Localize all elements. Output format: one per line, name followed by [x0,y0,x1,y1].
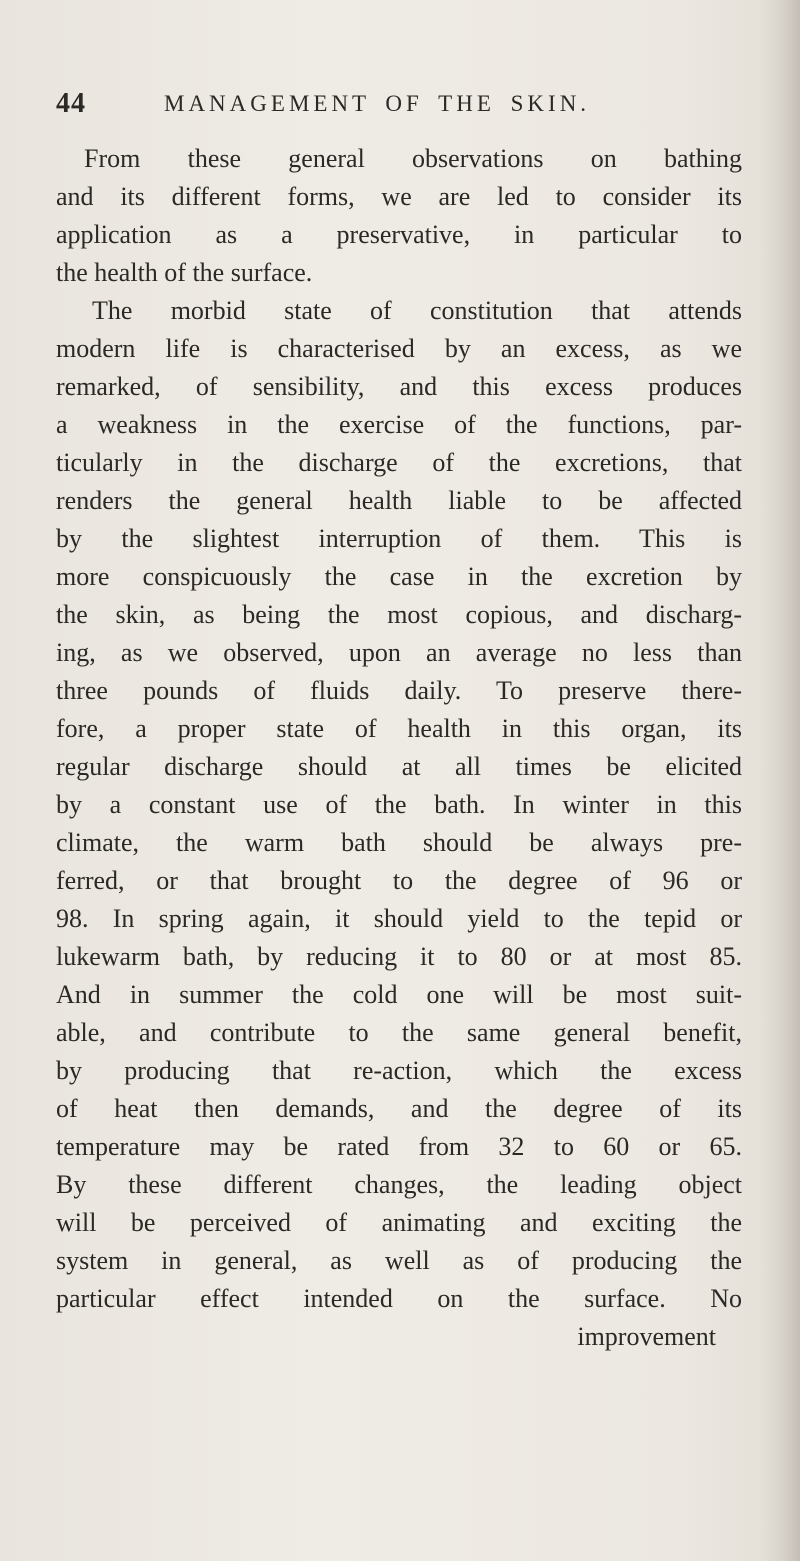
text-line: 98. In spring again, it should yield to the tepid or [56,904,742,933]
text-line: particular effect intended on the surface. No [56,1284,742,1313]
text-line: remarked, of sensibility, and this excess produces [56,372,742,401]
text-line: By these different changes, the leading object [56,1170,742,1199]
page-number: 44 [56,88,86,119]
text-line: three pounds of fluids daily. To preserve there- [56,676,742,705]
text-line: renders the general health liable to be affected [56,486,742,515]
text-line: ferred, or that brought to the degree of 96 or [56,866,742,895]
page-edge-shadow [760,0,800,1561]
text-line: the skin, as being the most copious, and discharg- [56,600,742,629]
page-header [56,88,756,128]
text-line: system in general, as well as of producing the [56,1246,742,1275]
catchword: improvement [577,1322,716,1351]
body-text [56,140,742,1356]
text-line: application as a preservative, in particular to [56,220,742,249]
text-line: by producing that re-action, which the excess [56,1056,742,1085]
text-line: more conspicuously the case in the excretion by [56,562,742,591]
text-line: will be perceived of animating and exciting the [56,1208,742,1237]
text-line: able, and contribute to the same general benefit, [56,1018,742,1047]
text-line: The morbid state of constitution that attends [92,296,742,325]
text-line: fore, a proper state of health in this organ, its [56,714,742,743]
text-line: modern life is characterised by an excess, as we [56,334,742,363]
text-line: ticularly in the discharge of the excretions, that [56,448,742,477]
text-line: regular discharge should at all times be elicited [56,752,742,781]
running-head: MANAGEMENT OF THE SKIN. [164,91,591,116]
text-line: and its different forms, we are led to consider its [56,182,742,211]
text-line: the health of the surface. [56,258,313,287]
text-line: by the slightest interruption of them. This is [56,524,742,553]
text-line: of heat then demands, and the degree of its [56,1094,742,1123]
text-line: From these general observations on bathing [84,144,742,173]
text-line: by a constant use of the bath. In winter in this [56,790,742,819]
text-line: a weakness in the exercise of the functions, par- [56,410,742,439]
text-line: ing, as we observed, upon an average no less than [56,638,742,667]
text-line: lukewarm bath, by reducing it to 80 or at most 85. [56,942,742,971]
text-line: climate, the warm bath should be always pre- [56,828,742,857]
text-line: temperature may be rated from 32 to 60 or 65. [56,1132,742,1161]
text-line: And in summer the cold one will be most suit- [56,980,742,1009]
